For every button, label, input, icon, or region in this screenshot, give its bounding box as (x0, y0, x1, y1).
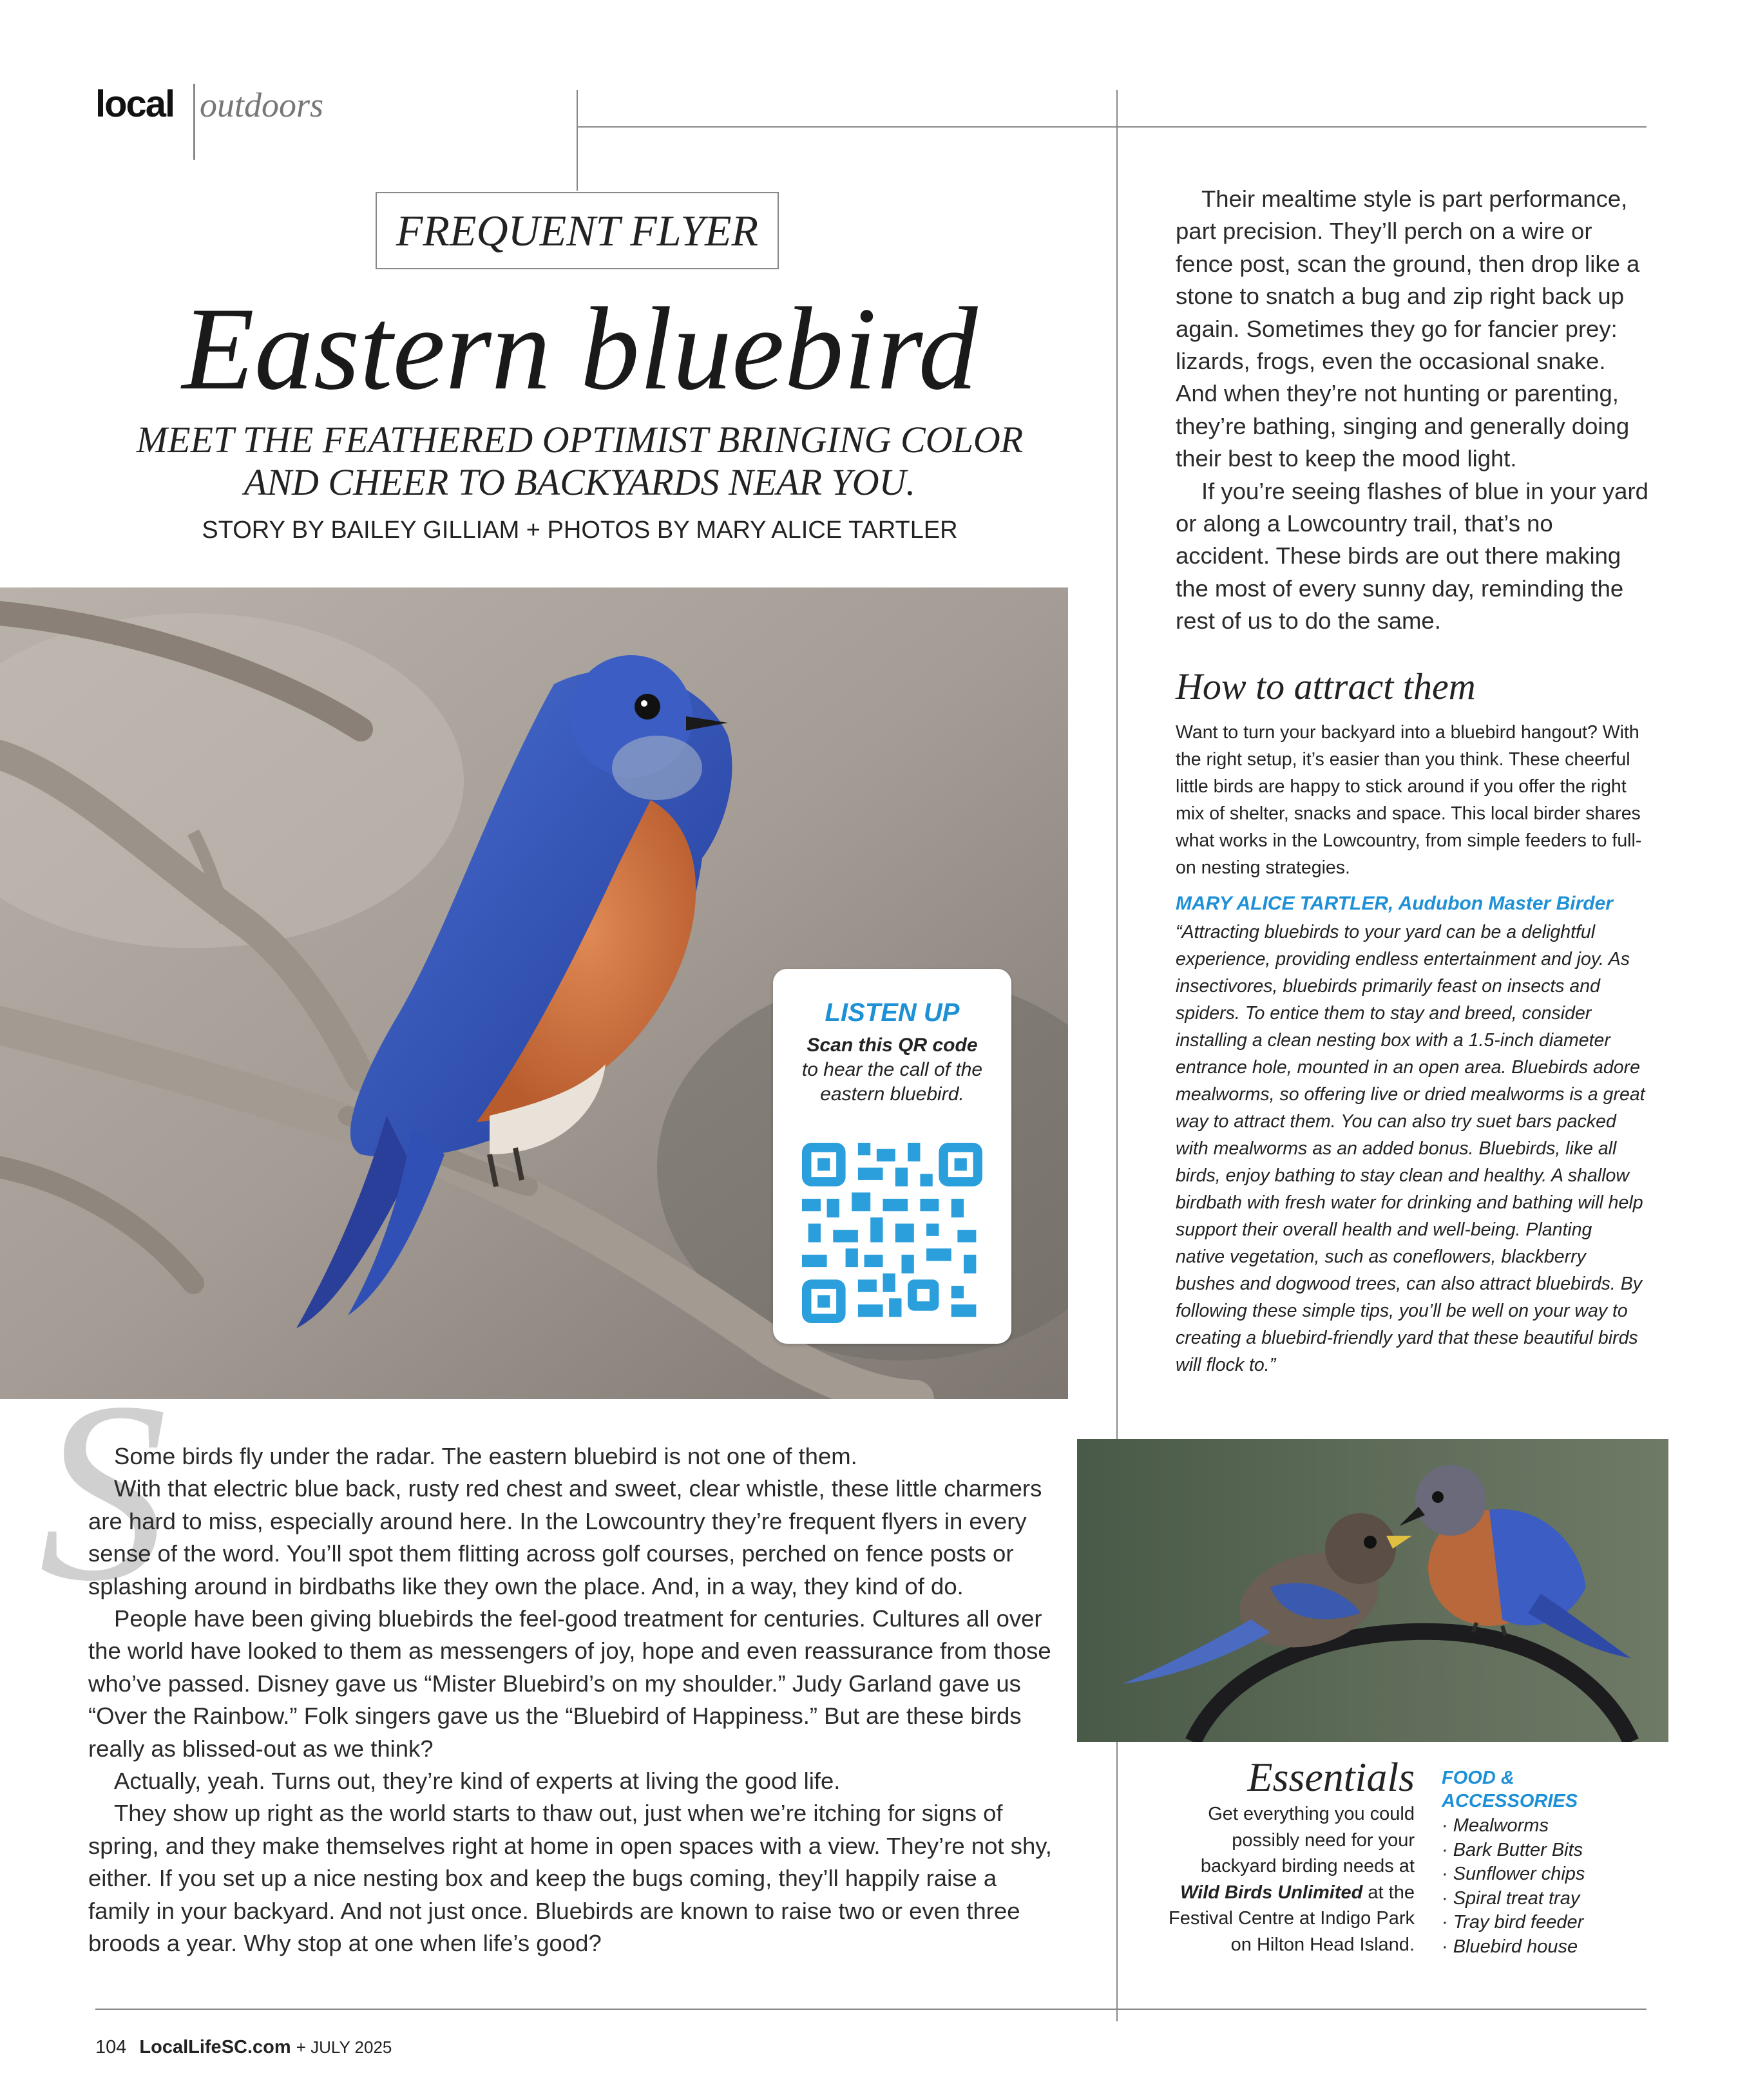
dek (64, 419, 1095, 504)
site-url[interactable]: LocalLifeSC.com (139, 2037, 291, 2057)
title-vertical-rule (577, 90, 578, 191)
section-name: outdoors (200, 86, 324, 124)
footer (95, 2037, 392, 2058)
attract-heading: How to attract them (1176, 665, 1476, 707)
essentials-heading: Essentials (1247, 1754, 1415, 1800)
right-paragraph-1: Their mealtime style is part performance, part precision. They’ll perch on a wire or fence post, scan the ground, then drop like a stone to snatch a bug and zip right back up again. Sometimes they go for fancier prey: lizards, frogs, even the occasional snake. And when they’re not hunting or parenting, they’re bathing, singing and generally doing their best to keep the mood light. (1176, 186, 1640, 472)
qr-instruction-bold: Scan this QR code (807, 1035, 978, 1056)
essentials-list (1442, 1814, 1654, 1959)
right-paragraph-2: If you’re seeing flashes of blue in your yard or along a Lowcountry trail, that’s no accident. These birds are out there making the most of every sunny day, reminding the rest of us to do the same. (1176, 477, 1648, 635)
headline: Eastern bluebird (182, 283, 978, 414)
qr-card[interactable] (773, 969, 1011, 1344)
body-paragraph-5: They show up right as the world starts to thaw out, just when we’re itching for signs of spring, and they make themselves right at home in open spaces with a view. They’re not shy, either. If you set up a nice nesting box and keep the bugs coming, they’ll happily raise a family in your backyard. And not just once. Bluebirds are known to raise two or even three broods a year. Why stop at one when life’s good? (88, 1800, 1052, 1957)
byline: STORY BY BAILEY GILLIAM + PHOTOS BY MARY ALICE TARTLER (202, 517, 958, 544)
quote-attribution: MARY ALICE TARTLER, Audubon Master Birder (1176, 893, 1613, 914)
qr-instruction-rest: to hear the call of the eastern bluebird. (801, 1059, 983, 1105)
kicker: FREQUENT FLYER (376, 192, 779, 269)
dek-line-2: AND CHEER TO BACKYARDS NEAR YOU. (244, 461, 916, 503)
right-column-body (1176, 183, 1652, 638)
essentials-text (1160, 1801, 1415, 1958)
store-name: Wild Birds Unlimited (1180, 1882, 1363, 1903)
list-item: · Mealworms (1442, 1815, 1549, 1836)
category-heading: FOOD & ACCESSORIES (1442, 1768, 1578, 1811)
article-body (88, 1440, 1055, 1960)
list-item: · Spiral treat tray (1442, 1887, 1580, 1909)
list-item: · Tray bird feeder (1442, 1912, 1584, 1933)
body-paragraph-4: Actually, yeah. Turns out, they’re kind of experts at living the good life. (114, 1768, 841, 1795)
issue-date: + JULY 2025 (296, 2038, 392, 2057)
list-item: · Bark Butter Bits (1442, 1839, 1583, 1860)
essentials-text-after: at the Festival Centre at Indigo Park on Hilton Head Island. (1168, 1882, 1415, 1955)
qr-instructions (799, 1033, 986, 1107)
body-paragraph-2: With that electric blue back, rusty red chest and sweet, clear whistle, these little charmers are hard to miss, especially around here. In the Lowcountry they’re frequent flyers in every sense of the word. You’ll spot them flitting across golf courses, perched on fence posts or splashing around in birdbaths like they own the place. And, in a way, they kind of do. (88, 1475, 1042, 1599)
qr-code-icon[interactable] (802, 1143, 982, 1323)
qr-title: LISTEN UP (825, 998, 960, 1027)
drop-cap: S (39, 1349, 167, 1634)
dek-line-1: MEET THE FEATHERED OPTIMIST BRINGING COLOR (136, 419, 1024, 461)
list-item: · Sunflower chips (1442, 1864, 1585, 1884)
list-item: · Bluebird house (1442, 1936, 1578, 1957)
bottom-rule (95, 2009, 1647, 2010)
page-number: 104 (95, 2037, 127, 2057)
bluebirds-feeding-illustration (1077, 1439, 1668, 1742)
top-rule (577, 126, 1647, 128)
quote-text: “Attracting bluebirds to your yard can be a delightful experience, providing endless entertainment and joy. As insectivores, bluebirds primarily feast on insects and spiders. To entice them to stay and breed, consider installing a clean nesting box with a 1.5-inch diameter entrance hole, mounted in an open area. Bluebirds adore mealworms, so offering live or dried mealworms is a great way to attract them. You can also try suet bars packed with mealworms as an added bonus. Bluebirds, like all birds, enjoy bathing to stay clean and healthy. A shallow birdbath with fresh water for drinking and bathing will help support their overall health and well-being. Planting native vegetation, such as coneflowers, blackberry bushes and dogwood trees, can also attract bluebirds. By following these simple tips, you’ll be well on your way to creating a bluebird-friendly yard that these beautiful birds will flock to.” (1176, 922, 1645, 1375)
body-paragraph-1: Some birds fly under the radar. The eastern bluebird is not one of them. (114, 1443, 857, 1469)
attract-intro: Want to turn your backyard into a bluebird hangout? With the right setup, it’s easier than you think. These cheerful little birds are happy to stick around if you offer the right mix of shelter, snacks and space. This local birder shares what works in the Lowcountry, from simple feeders to full-on nesting strategies. (1176, 722, 1642, 878)
photo-bluebird-feeding (1077, 1439, 1668, 1742)
body-paragraph-3: People have been giving bluebirds the feel-good treatment for centuries. Cultures all over the world have looked to them as messengers of joy, hope and even reassurance from those who’ve passed. Disney gave us “Mister Bluebird’s on my shoulder.” Judy Garland gave us “Over the Rainbow.” Folk singers gave us the “Bluebird of Happiness.” But are these birds really as blissed-out as we think? (88, 1605, 1051, 1762)
brand-logo: local (95, 83, 175, 125)
brand-divider (193, 84, 195, 160)
essentials-text-before: Get everything you could possibly need for your backyard birding needs at (1200, 1804, 1415, 1876)
